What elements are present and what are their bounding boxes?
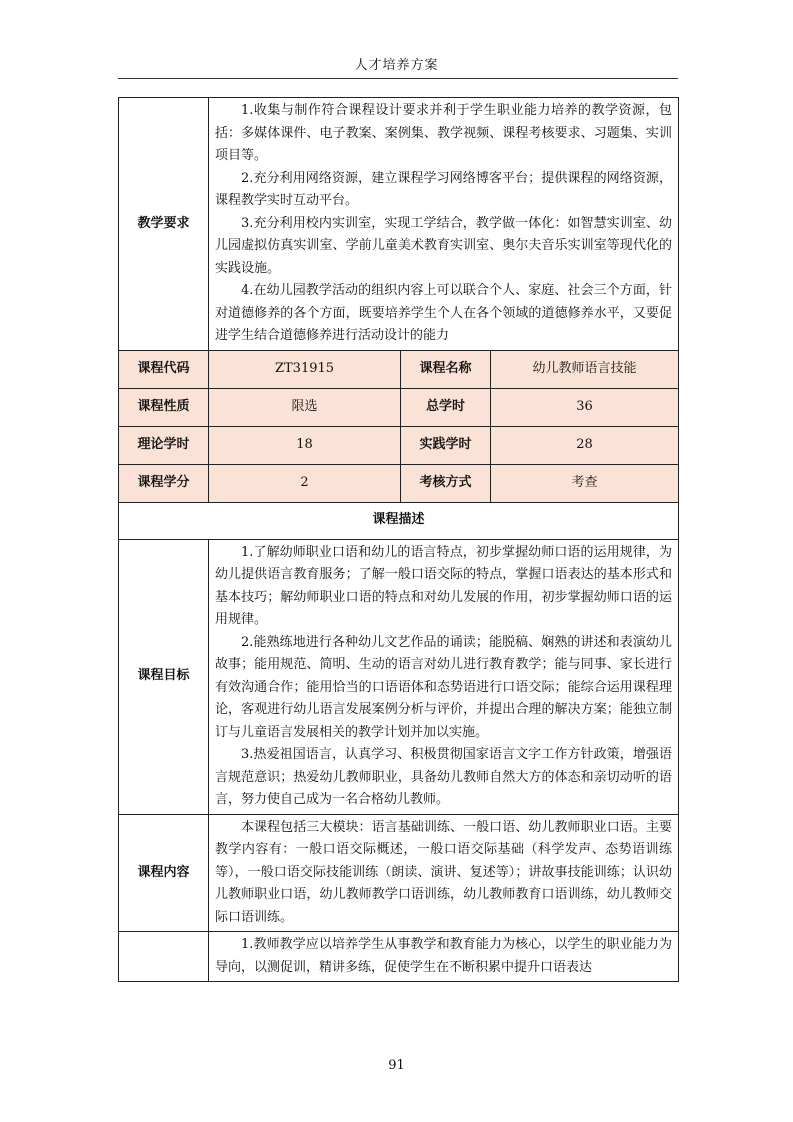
course-description-row: [119, 502, 679, 539]
requirement-paragraph: 1.教师教学应以培养学生从事教学和教育能力为核心，以学生的职业能力为导向，以测促训，精讲多练，促使学生在不断积累中提升口语表达: [215, 937, 672, 975]
course-nature-label: 课程性质: [119, 388, 209, 426]
teaching-requirement-paragraph: 1.收集与制作符合课程设计要求并利于学生职业能力培养的教学资源，包括：多媒体课件、电子教案、案例集、教学视频、课程考核要求、习题集、实训项目等。: [215, 103, 672, 163]
teaching-requirements-row: [119, 98, 679, 351]
teaching-requirements-2-label: [119, 932, 209, 982]
teaching-requirements-label: 教学要求: [119, 98, 209, 351]
objective-paragraph: 2.能熟练地进行各种幼儿文艺作品的诵读；能脱稿、娴熟的讲述和表演幼儿故事；能用规范、简明、生动的语言对幼儿进行教育教学；能与同事、家长进行有效沟通合作；能用恰当的口语语体和态势语进行口语交际；能综合运用课程理论，客观进行幼儿语言发展案例分析与评价，并提出合理的解决方案；能独立制订与儿童语言发展相关的教学计划并加以实施。: [215, 634, 672, 740]
credit-row: [119, 464, 679, 502]
page-number: 91: [388, 1058, 405, 1073]
practice-hours-label: 实践学时: [401, 426, 491, 464]
theory-hours-label: 理论学时: [119, 426, 209, 464]
hours-row: [119, 426, 679, 464]
assessment-label: 考核方式: [401, 464, 491, 502]
course-code-value: ZT31915: [209, 350, 401, 388]
teaching-requirement-paragraph: 4.在幼儿园教学活动的组织内容上可以联合个人、家庭、社会三个方面，针对道德修养的各个方面，既要培养学生个人在各个领域的道德修养水平，又要促进学生结合道德修养进行活动设计的能力: [215, 283, 672, 343]
course-code-row: [119, 350, 679, 388]
course-nature-value: 限选: [209, 388, 401, 426]
teaching-requirements-2-content: [209, 932, 679, 982]
course-objectives-label: 课程目标: [119, 539, 209, 814]
teaching-requirement-paragraph: 3.充分利用校内实训室，实现工学结合，教学做一体化：如智慧实训室、幼儿园虚拟仿真实训室、学前儿童美术教育实训室、奥尔夫音乐实训室等现代化的实践设施。: [215, 215, 672, 276]
theory-hours-value: 18: [209, 426, 401, 464]
credit-value: 2: [209, 464, 401, 502]
content-paragraph: 本课程包括三大模块：语言基础训练、一般口语、幼儿教师职业口语。主要教学内容有：一般口语交际概述，一般口语交际基础（科学发声、态势语训练等），一般口语交际技能训练（朗读、演讲、复述等）；讲故事技能训练；认识幼儿教师职业口语，幼儿教师教学口语训练，幼儿教师教育口语训练，幼儿教师交际口语训练。: [215, 819, 672, 925]
header-rule: [118, 78, 678, 79]
credit-label: 课程学分: [119, 464, 209, 502]
course-code-label: 课程代码: [119, 350, 209, 388]
course-nature-row: [119, 388, 679, 426]
course-objectives-content: [209, 539, 679, 814]
course-content-label: 课程内容: [119, 814, 209, 932]
practice-hours-value: 28: [491, 426, 679, 464]
assessment-value: 考查: [491, 464, 679, 502]
course-objectives-row: [119, 539, 679, 814]
page-header-title: 人才培养方案: [354, 58, 439, 73]
course-content-row: [119, 814, 679, 932]
total-hours-value: 36: [491, 388, 679, 426]
course-table: [118, 97, 679, 982]
total-hours-label: 总学时: [401, 388, 491, 426]
objective-paragraph: 1.了解幼师职业口语和幼儿的语言特点，初步掌握幼师口语的运用规律，为幼儿提供语言教育服务；了解一般口语交际的特点，掌握口语表达的基本形式和基本技巧；解幼师职业口语的特点和对幼儿发展的作用，初步掌握幼师口语的运用规律。: [215, 544, 672, 627]
teaching-requirements-2-row: [119, 932, 679, 982]
course-content-content: [209, 814, 679, 932]
teaching-requirements-content: [209, 98, 679, 351]
course-name-value: 幼儿教师语言技能: [491, 350, 679, 388]
objective-paragraph: 3.热爱祖国语言，认真学习、积极贯彻国家语言文字工作方针政策，增强语言规范意识；热爱幼儿教师职业，具备幼儿教师自然大方的体态和亲切动听的语言，努力使自己成为一名合格幼儿教师。: [215, 747, 672, 807]
teaching-requirement-paragraph: 2.充分利用网络资源，建立课程学习网络博客平台；提供课程的网络资源，课程教学实时互动平台。: [215, 170, 672, 208]
course-name-label: 课程名称: [401, 350, 491, 388]
course-description-title: 课程描述: [119, 502, 679, 539]
